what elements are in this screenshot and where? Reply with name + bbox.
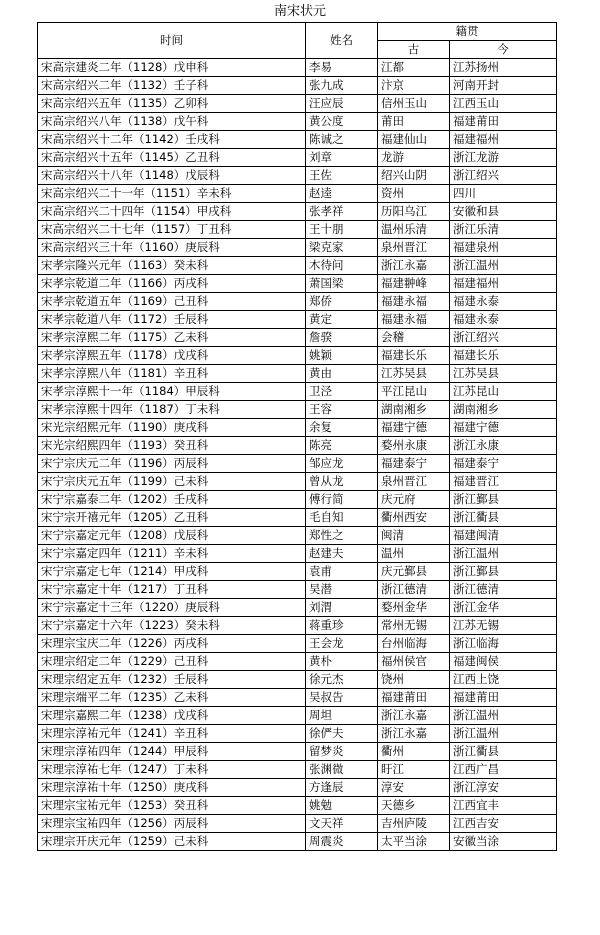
cell-modern-place: 浙江衢县	[450, 743, 557, 761]
cell-ancient-place: 婺州金华	[378, 599, 450, 617]
cell-name: 姚勉	[306, 797, 378, 815]
cell-modern-place: 湖南湘乡	[450, 401, 557, 419]
cell-ancient-place: 庆元府	[378, 491, 450, 509]
cell-modern-place: 福建闽侯	[450, 653, 557, 671]
cell-time: 宋宁宗嘉泰二年（1202）壬戌科	[38, 491, 306, 509]
cell-modern-place: 江西吉安	[450, 815, 557, 833]
cell-modern-place: 安徽当涂	[450, 833, 557, 851]
cell-time: 宋理宗绍定五年（1232）壬辰科	[38, 671, 306, 689]
cell-modern-place: 福建泉州	[450, 239, 557, 257]
cell-time: 宋孝宗淳熙八年（1181）辛丑科	[38, 365, 306, 383]
cell-time: 宋高宗绍兴二年（1132）壬子科	[38, 77, 306, 95]
table-row	[38, 671, 557, 689]
cell-name: 王十朋	[306, 221, 378, 239]
header-ancient: 古	[378, 41, 450, 59]
cell-name: 张九成	[306, 77, 378, 95]
cell-modern-place: 浙江温州	[450, 545, 557, 563]
cell-ancient-place: 绍兴山阴	[378, 167, 450, 185]
cell-time: 宋孝宗淳熙十四年（1187）丁未科	[38, 401, 306, 419]
cell-name: 刘渭	[306, 599, 378, 617]
cell-modern-place: 江苏无锡	[450, 617, 557, 635]
cell-modern-place: 浙江永康	[450, 437, 557, 455]
table-row	[38, 599, 557, 617]
cell-name: 黄定	[306, 311, 378, 329]
table-row	[38, 473, 557, 491]
cell-ancient-place: 福建莆田	[378, 689, 450, 707]
cell-ancient-place: 天德乡	[378, 797, 450, 815]
cell-time: 宋理宗端平二年（1235）乙未科	[38, 689, 306, 707]
cell-time: 宋理宗淳祐四年（1244）甲辰科	[38, 743, 306, 761]
table-row	[38, 383, 557, 401]
cell-ancient-place: 衢州西安	[378, 509, 450, 527]
cell-time: 宋孝宗淳熙五年（1178）戊戌科	[38, 347, 306, 365]
table-row	[38, 761, 557, 779]
cell-modern-place: 河南开封	[450, 77, 557, 95]
cell-name: 曾从龙	[306, 473, 378, 491]
cell-name: 郑性之	[306, 527, 378, 545]
cell-modern-place: 浙江衢县	[450, 509, 557, 527]
cell-ancient-place: 泉州晋江	[378, 473, 450, 491]
cell-time: 宋理宗绍定二年（1229）己丑科	[38, 653, 306, 671]
cell-ancient-place: 闽清	[378, 527, 450, 545]
cell-name: 赵建夫	[306, 545, 378, 563]
cell-modern-place: 江西宜丰	[450, 797, 557, 815]
cell-time: 宋高宗绍兴五年（1135）乙卯科	[38, 95, 306, 113]
cell-ancient-place: 常州无锡	[378, 617, 450, 635]
page-title: 南宋状元	[273, 4, 326, 19]
cell-time: 宋理宗开庆元年（1259）己未科	[38, 833, 306, 851]
cell-modern-place: 浙江龙游	[450, 149, 557, 167]
table-row	[38, 779, 557, 797]
cell-ancient-place: 汴京	[378, 77, 450, 95]
cell-name: 卫泾	[306, 383, 378, 401]
cell-name: 傅行简	[306, 491, 378, 509]
cell-time: 宋高宗绍兴二十七年（1157）丁丑科	[38, 221, 306, 239]
cell-modern-place: 江苏吴县	[450, 365, 557, 383]
cell-modern-place: 江苏昆山	[450, 383, 557, 401]
cell-modern-place: 福建宁德	[450, 419, 557, 437]
cell-modern-place: 浙江淳安	[450, 779, 557, 797]
cell-ancient-place: 莆田	[378, 113, 450, 131]
cell-modern-place: 江西玉山	[450, 95, 557, 113]
table-row	[38, 833, 557, 851]
cell-ancient-place: 平江昆山	[378, 383, 450, 401]
cell-name: 毛自知	[306, 509, 378, 527]
cell-ancient-place: 江苏吴县	[378, 365, 450, 383]
cell-modern-place: 浙江绍兴	[450, 329, 557, 347]
cell-time: 宋孝宗乾道二年（1166）丙戌科	[38, 275, 306, 293]
cell-modern-place: 浙江乐清	[450, 221, 557, 239]
cell-time: 宋高宗绍兴十八年（1148）戊辰科	[38, 167, 306, 185]
table-header	[38, 23, 557, 59]
cell-modern-place: 浙江温州	[450, 725, 557, 743]
cell-name: 王佐	[306, 167, 378, 185]
table-row	[38, 437, 557, 455]
cell-name: 梁克家	[306, 239, 378, 257]
cell-time: 宋理宗宝祐四年（1256）丙辰科	[38, 815, 306, 833]
cell-time: 宋宁宗嘉定十六年（1223）癸未科	[38, 617, 306, 635]
cell-time: 宋宁宗开禧元年（1205）乙丑科	[38, 509, 306, 527]
cell-name: 王容	[306, 401, 378, 419]
cell-ancient-place: 浙江德清	[378, 581, 450, 599]
cell-modern-place: 福建莆田	[450, 113, 557, 131]
cell-name: 蒋重珍	[306, 617, 378, 635]
cell-ancient-place: 福州侯官	[378, 653, 450, 671]
cell-time: 宋理宗宝祐元年（1253）癸丑科	[38, 797, 306, 815]
header-native-place: 籍贯	[378, 23, 557, 41]
cell-time: 宋高宗绍兴八年（1138）戊午科	[38, 113, 306, 131]
cell-time: 宋光宗绍熙四年（1193）癸丑科	[38, 437, 306, 455]
cell-time: 宋理宗淳祐七年（1247）丁未科	[38, 761, 306, 779]
table-row	[38, 131, 557, 149]
cell-name: 吴叔告	[306, 689, 378, 707]
table-row	[38, 329, 557, 347]
cell-name: 周坦	[306, 707, 378, 725]
table-row	[38, 455, 557, 473]
cell-ancient-place: 浙江永嘉	[378, 725, 450, 743]
cell-time: 宋高宗绍兴十五年（1145）乙丑科	[38, 149, 306, 167]
cell-modern-place: 浙江绍兴	[450, 167, 557, 185]
cell-time: 宋高宗绍兴二十一年（1151）辛未科	[38, 185, 306, 203]
cell-name: 汪应辰	[306, 95, 378, 113]
cell-time: 宋宁宗嘉定四年（1211）辛未科	[38, 545, 306, 563]
header-time: 时间	[38, 23, 306, 59]
cell-ancient-place: 衢州	[378, 743, 450, 761]
table-row	[38, 257, 557, 275]
cell-name: 张孝祥	[306, 203, 378, 221]
cell-ancient-place: 信州玉山	[378, 95, 450, 113]
cell-ancient-place: 福建永福	[378, 311, 450, 329]
cell-modern-place: 浙江金华	[450, 599, 557, 617]
cell-modern-place: 浙江鄞县	[450, 563, 557, 581]
table-row	[38, 635, 557, 653]
table-row	[38, 725, 557, 743]
cell-time: 宋宁宗嘉定元年（1208）戊辰科	[38, 527, 306, 545]
table-row	[38, 743, 557, 761]
cell-modern-place: 安徽和县	[450, 203, 557, 221]
cell-name: 留梦炎	[306, 743, 378, 761]
cell-modern-place: 浙江德清	[450, 581, 557, 599]
cell-time: 宋宁宗嘉定十三年（1220）庚辰科	[38, 599, 306, 617]
cell-modern-place: 浙江鄞县	[450, 491, 557, 509]
cell-name: 萧国梁	[306, 275, 378, 293]
table-row	[38, 563, 557, 581]
cell-time: 宋孝宗淳熙二年（1175）乙未科	[38, 329, 306, 347]
cell-ancient-place: 湖南湘乡	[378, 401, 450, 419]
table-row	[38, 221, 557, 239]
cell-ancient-place: 温州	[378, 545, 450, 563]
cell-ancient-place: 太平当涂	[378, 833, 450, 851]
cell-modern-place: 四川	[450, 185, 557, 203]
cell-modern-place: 浙江温州	[450, 257, 557, 275]
table-body	[38, 59, 557, 851]
cell-name: 赵逵	[306, 185, 378, 203]
cell-ancient-place: 龙游	[378, 149, 450, 167]
cell-time: 宋高宗绍兴二十四年（1154）甲戌科	[38, 203, 306, 221]
table-row	[38, 149, 557, 167]
cell-name: 黄由	[306, 365, 378, 383]
cell-modern-place: 浙江临海	[450, 635, 557, 653]
cell-name: 邹应龙	[306, 455, 378, 473]
cell-ancient-place: 福建泰宁	[378, 455, 450, 473]
cell-name: 詹骙	[306, 329, 378, 347]
cell-time: 宋宁宗嘉定十年（1217）丁丑科	[38, 581, 306, 599]
cell-name: 王会龙	[306, 635, 378, 653]
cell-name: 徐俨夫	[306, 725, 378, 743]
cell-name: 方逢辰	[306, 779, 378, 797]
cell-time: 宋孝宗淳熙十一年（1184）甲辰科	[38, 383, 306, 401]
table-row	[38, 311, 557, 329]
cell-modern-place: 福建福州	[450, 275, 557, 293]
cell-modern-place: 福建永泰	[450, 311, 557, 329]
table-row	[38, 293, 557, 311]
cell-ancient-place: 盱江	[378, 761, 450, 779]
cell-name: 陈诚之	[306, 131, 378, 149]
cell-name: 文天祥	[306, 815, 378, 833]
cell-name: 姚颖	[306, 347, 378, 365]
cell-modern-place: 福建晋江	[450, 473, 557, 491]
cell-modern-place: 福建福州	[450, 131, 557, 149]
cell-ancient-place: 台州临海	[378, 635, 450, 653]
table-row	[38, 347, 557, 365]
cell-modern-place: 江西上饶	[450, 671, 557, 689]
table-row	[38, 509, 557, 527]
header-modern: 今	[450, 41, 557, 59]
cell-time: 宋光宗绍熙元年（1190）庚戌科	[38, 419, 306, 437]
cell-ancient-place: 浙江永嘉	[378, 707, 450, 725]
table-row	[38, 545, 557, 563]
cell-name: 李易	[306, 59, 378, 77]
cell-time: 宋理宗宝庆二年（1226）丙戌科	[38, 635, 306, 653]
cell-time: 宋理宗淳祐十年（1250）庚戌科	[38, 779, 306, 797]
cell-ancient-place: 福建永福	[378, 293, 450, 311]
cell-ancient-place: 婺州永康	[378, 437, 450, 455]
table-row	[38, 581, 557, 599]
cell-time: 宋高宗绍兴三十年（1160）庚辰科	[38, 239, 306, 257]
table-row	[38, 185, 557, 203]
cell-ancient-place: 福建翀峰	[378, 275, 450, 293]
champions-table	[37, 22, 557, 851]
table-row	[38, 167, 557, 185]
cell-time: 宋理宗淳祐元年（1241）辛丑科	[38, 725, 306, 743]
cell-ancient-place: 资州	[378, 185, 450, 203]
cell-name: 吴潜	[306, 581, 378, 599]
cell-ancient-place: 浙江永嘉	[378, 257, 450, 275]
cell-time: 宋理宗嘉熙二年（1238）戊戌科	[38, 707, 306, 725]
table-row	[38, 653, 557, 671]
cell-name: 黄公度	[306, 113, 378, 131]
table-row	[38, 689, 557, 707]
cell-modern-place: 江苏扬州	[450, 59, 557, 77]
cell-name: 袁甫	[306, 563, 378, 581]
cell-ancient-place: 江都	[378, 59, 450, 77]
cell-time: 宋孝宗隆兴元年（1163）癸未科	[38, 257, 306, 275]
cell-time: 宋宁宗庆元五年（1199）己未科	[38, 473, 306, 491]
cell-name: 木待问	[306, 257, 378, 275]
table-row	[38, 419, 557, 437]
table-row	[38, 239, 557, 257]
cell-modern-place: 福建永泰	[450, 293, 557, 311]
cell-modern-place: 福建长乐	[450, 347, 557, 365]
cell-name: 黄朴	[306, 653, 378, 671]
table-row	[38, 815, 557, 833]
table-row	[38, 59, 557, 77]
cell-modern-place: 浙江温州	[450, 707, 557, 725]
cell-ancient-place: 福建仙山	[378, 131, 450, 149]
cell-time: 宋高宗绍兴十二年（1142）壬戌科	[38, 131, 306, 149]
cell-name: 周震炎	[306, 833, 378, 851]
cell-ancient-place: 温州乐清	[378, 221, 450, 239]
cell-name: 余复	[306, 419, 378, 437]
table-row	[38, 617, 557, 635]
cell-ancient-place: 历阳乌江	[378, 203, 450, 221]
cell-time: 宋孝宗乾道五年（1169）己丑科	[38, 293, 306, 311]
cell-time: 宋高宗建炎二年（1128）戊申科	[38, 59, 306, 77]
cell-ancient-place: 泉州晋江	[378, 239, 450, 257]
cell-ancient-place: 庆元鄞县	[378, 563, 450, 581]
cell-ancient-place: 会稽	[378, 329, 450, 347]
table-row	[38, 275, 557, 293]
cell-time: 宋宁宗庆元二年（1196）丙辰科	[38, 455, 306, 473]
cell-time: 宋宁宗嘉定七年（1214）甲戌科	[38, 563, 306, 581]
cell-ancient-place: 福建长乐	[378, 347, 450, 365]
cell-modern-place: 江西广昌	[450, 761, 557, 779]
cell-time: 宋孝宗乾道八年（1172）壬辰科	[38, 311, 306, 329]
table-row	[38, 707, 557, 725]
header-name: 姓名	[306, 23, 378, 59]
table-row	[38, 365, 557, 383]
table-row	[38, 491, 557, 509]
table-row	[38, 95, 557, 113]
table-row	[38, 527, 557, 545]
cell-name: 张渊微	[306, 761, 378, 779]
table-row	[38, 203, 557, 221]
cell-ancient-place: 福建宁德	[378, 419, 450, 437]
cell-modern-place: 福建莆田	[450, 689, 557, 707]
cell-name: 徐元杰	[306, 671, 378, 689]
cell-name: 郑侨	[306, 293, 378, 311]
cell-ancient-place: 淳安	[378, 779, 450, 797]
cell-name: 刘章	[306, 149, 378, 167]
cell-ancient-place: 饶州	[378, 671, 450, 689]
table-row	[38, 401, 557, 419]
cell-modern-place: 福建泰宁	[450, 455, 557, 473]
table-row	[38, 113, 557, 131]
cell-modern-place: 福建闽清	[450, 527, 557, 545]
table-row	[38, 77, 557, 95]
cell-ancient-place: 吉州庐陵	[378, 815, 450, 833]
table-row	[38, 797, 557, 815]
cell-name: 陈亮	[306, 437, 378, 455]
